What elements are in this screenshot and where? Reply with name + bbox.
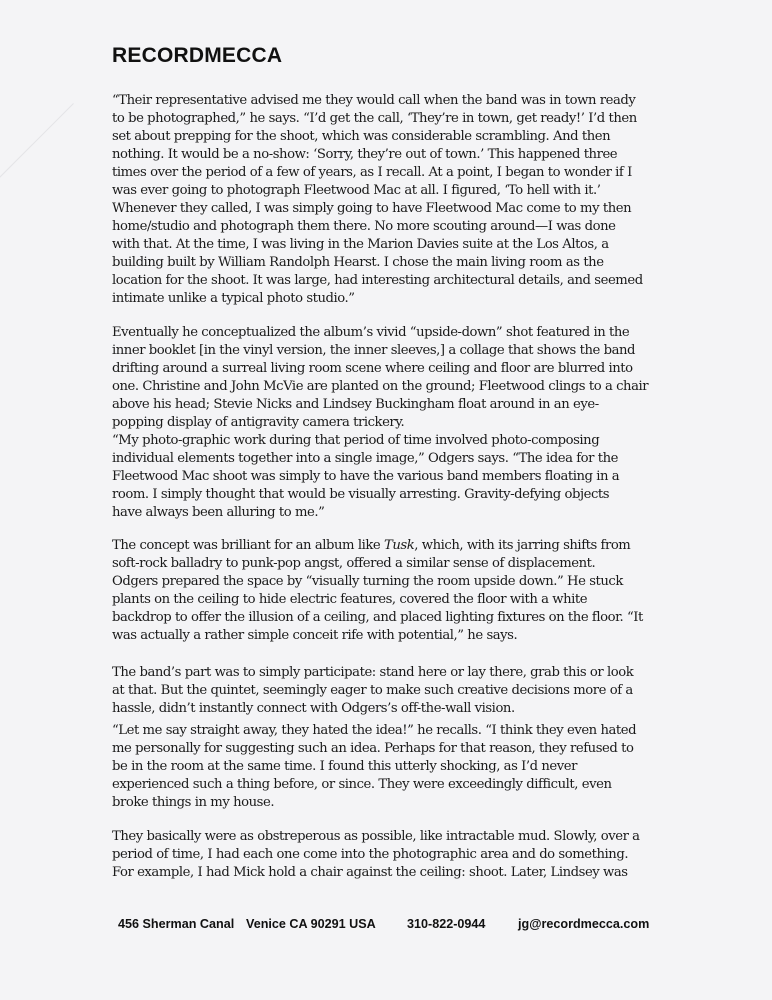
text-line: hassle, didn’t instantly connect with Odgers’s off-the-wall vision. bbox=[112, 701, 515, 716]
text-line: to be photographed,” he says. “I’d get the call, ‘They’re in town, get ready!’ I’d then bbox=[112, 111, 637, 126]
text-segment: The concept was brilliant for an album like bbox=[112, 538, 384, 553]
text-line: They basically were as obstreperous as possible, like intractable mud. Slowly, over a bbox=[112, 829, 640, 844]
text-line: was actually a rather simple conceit rife with potential,” he says. bbox=[112, 628, 518, 643]
paragraph bbox=[112, 324, 648, 522]
text-line: plants on the ceiling to hide electric features, covered the floor with a white bbox=[112, 592, 588, 607]
paragraph bbox=[112, 537, 643, 645]
text-line: with that. At the time, I was living in the Marion Davies suite at the Los Altos, a bbox=[112, 237, 609, 252]
text-line: me personally for suggesting such an idea. Perhaps for that reason, they refused to bbox=[112, 741, 634, 756]
footer-city: Venice CA 90291 USA bbox=[246, 917, 376, 931]
text-line: Fleetwood Mac shoot was simply to have the various band members floating in a bbox=[112, 469, 620, 484]
footer-phone: 310-822-0944 bbox=[407, 917, 486, 931]
text-line: inner booklet [in the vinyl version, the inner sleeves,] a collage that shows the band bbox=[112, 343, 636, 358]
text-line: broke things in my house. bbox=[112, 795, 275, 810]
text-line: “Their representative advised me they would call when the band was in town ready bbox=[112, 93, 636, 108]
paragraph bbox=[112, 722, 636, 812]
text-line: experienced such a thing before, or since. They were exceedingly difficult, even bbox=[112, 777, 612, 792]
paragraph bbox=[112, 664, 633, 718]
text-line: be in the room at the same time. I found this utterly shocking, as I’d never bbox=[112, 759, 577, 774]
text-line: room. I simply thought that would be visually arresting. Gravity-defying objects bbox=[112, 487, 610, 502]
text-line: nothing. It would be a no-show: ‘Sorry, they’re out of town.’ This happened three bbox=[112, 147, 618, 162]
text-line: building built by William Randolph Hearst. I chose the main living room as the bbox=[112, 255, 604, 270]
text-line: location for the shoot. It was large, had interesting architectural details, and seemed bbox=[112, 273, 643, 288]
text-line: intimate unlike a typical photo studio.” bbox=[112, 291, 355, 306]
text-line: “Let me say straight away, they hated the idea!” he recalls. “I think they even hated bbox=[112, 723, 637, 738]
text-line: backdrop to offer the illusion of a ceiling, and placed lighting fixtures on the floor. “It bbox=[112, 610, 643, 625]
text-line: The band’s part was to simply participate: stand here or lay there, grab this or look bbox=[112, 665, 634, 680]
paragraph bbox=[112, 828, 640, 882]
footer-email: jg@recordmecca.com bbox=[518, 917, 650, 931]
letterhead-title: RECORDMECCA bbox=[112, 44, 283, 67]
text-line: popping display of antigravity camera trickery. bbox=[112, 415, 405, 430]
text-line: home/studio and photograph them there. No more scouting around—I was done bbox=[112, 219, 616, 234]
text-line: above his head; Stevie Nicks and Lindsey Buckingham float around in an eye- bbox=[112, 397, 599, 412]
text-line: at that. But the quintet, seemingly eager to make such creative decisions more of a bbox=[112, 683, 633, 698]
text-line: For example, I had Mick hold a chair against the ceiling: shoot. Later, Lindsey was bbox=[112, 865, 628, 880]
text-line: individual elements together into a single image,” Odgers says. “The idea for the bbox=[112, 451, 619, 466]
text-line: “My photo-graphic work during that period of time involved photo-composing bbox=[112, 433, 600, 448]
text-line: period of time, I had each one come into the photographic area and do something. bbox=[112, 847, 629, 862]
text-line: Eventually he conceptualized the album’s vivid “upside-down” shot featured in the bbox=[112, 325, 630, 340]
text-line bbox=[112, 537, 643, 555]
text-line: one. Christine and John McVie are planted on the ground; Fleetwood clings to a chair bbox=[112, 379, 649, 394]
text-line: Whenever they called, I was simply going to have Fleetwood Mac come to my then bbox=[112, 201, 632, 216]
text-line: have always been alluring to me.” bbox=[112, 505, 325, 520]
text-line: soft-rock balladry to punk-pop angst, offered a similar sense of displacement. bbox=[112, 556, 596, 571]
text-line: Odgers prepared the space by “visually turning the room upside down.” He stuck bbox=[112, 574, 623, 589]
text-line: times over the period of a few of years, as I recall. At a point, I began to wonder if I bbox=[112, 165, 632, 180]
page-fold-mark bbox=[0, 0, 74, 217]
text-line: was ever going to photograph Fleetwood Mac at all. I figured, ‘To hell with it.’ bbox=[112, 183, 601, 198]
album-title-italic: Tusk bbox=[384, 538, 415, 553]
text-line: set about prepping for the shoot, which was considerable scrambling. And then bbox=[112, 129, 611, 144]
text-line: drifting around a surreal living room scene where ceiling and floor are blurred into bbox=[112, 361, 633, 376]
paragraph bbox=[112, 92, 643, 308]
footer-address: 456 Sherman Canal bbox=[118, 917, 235, 931]
text-segment: , which, with its jarring shifts from bbox=[414, 538, 631, 553]
